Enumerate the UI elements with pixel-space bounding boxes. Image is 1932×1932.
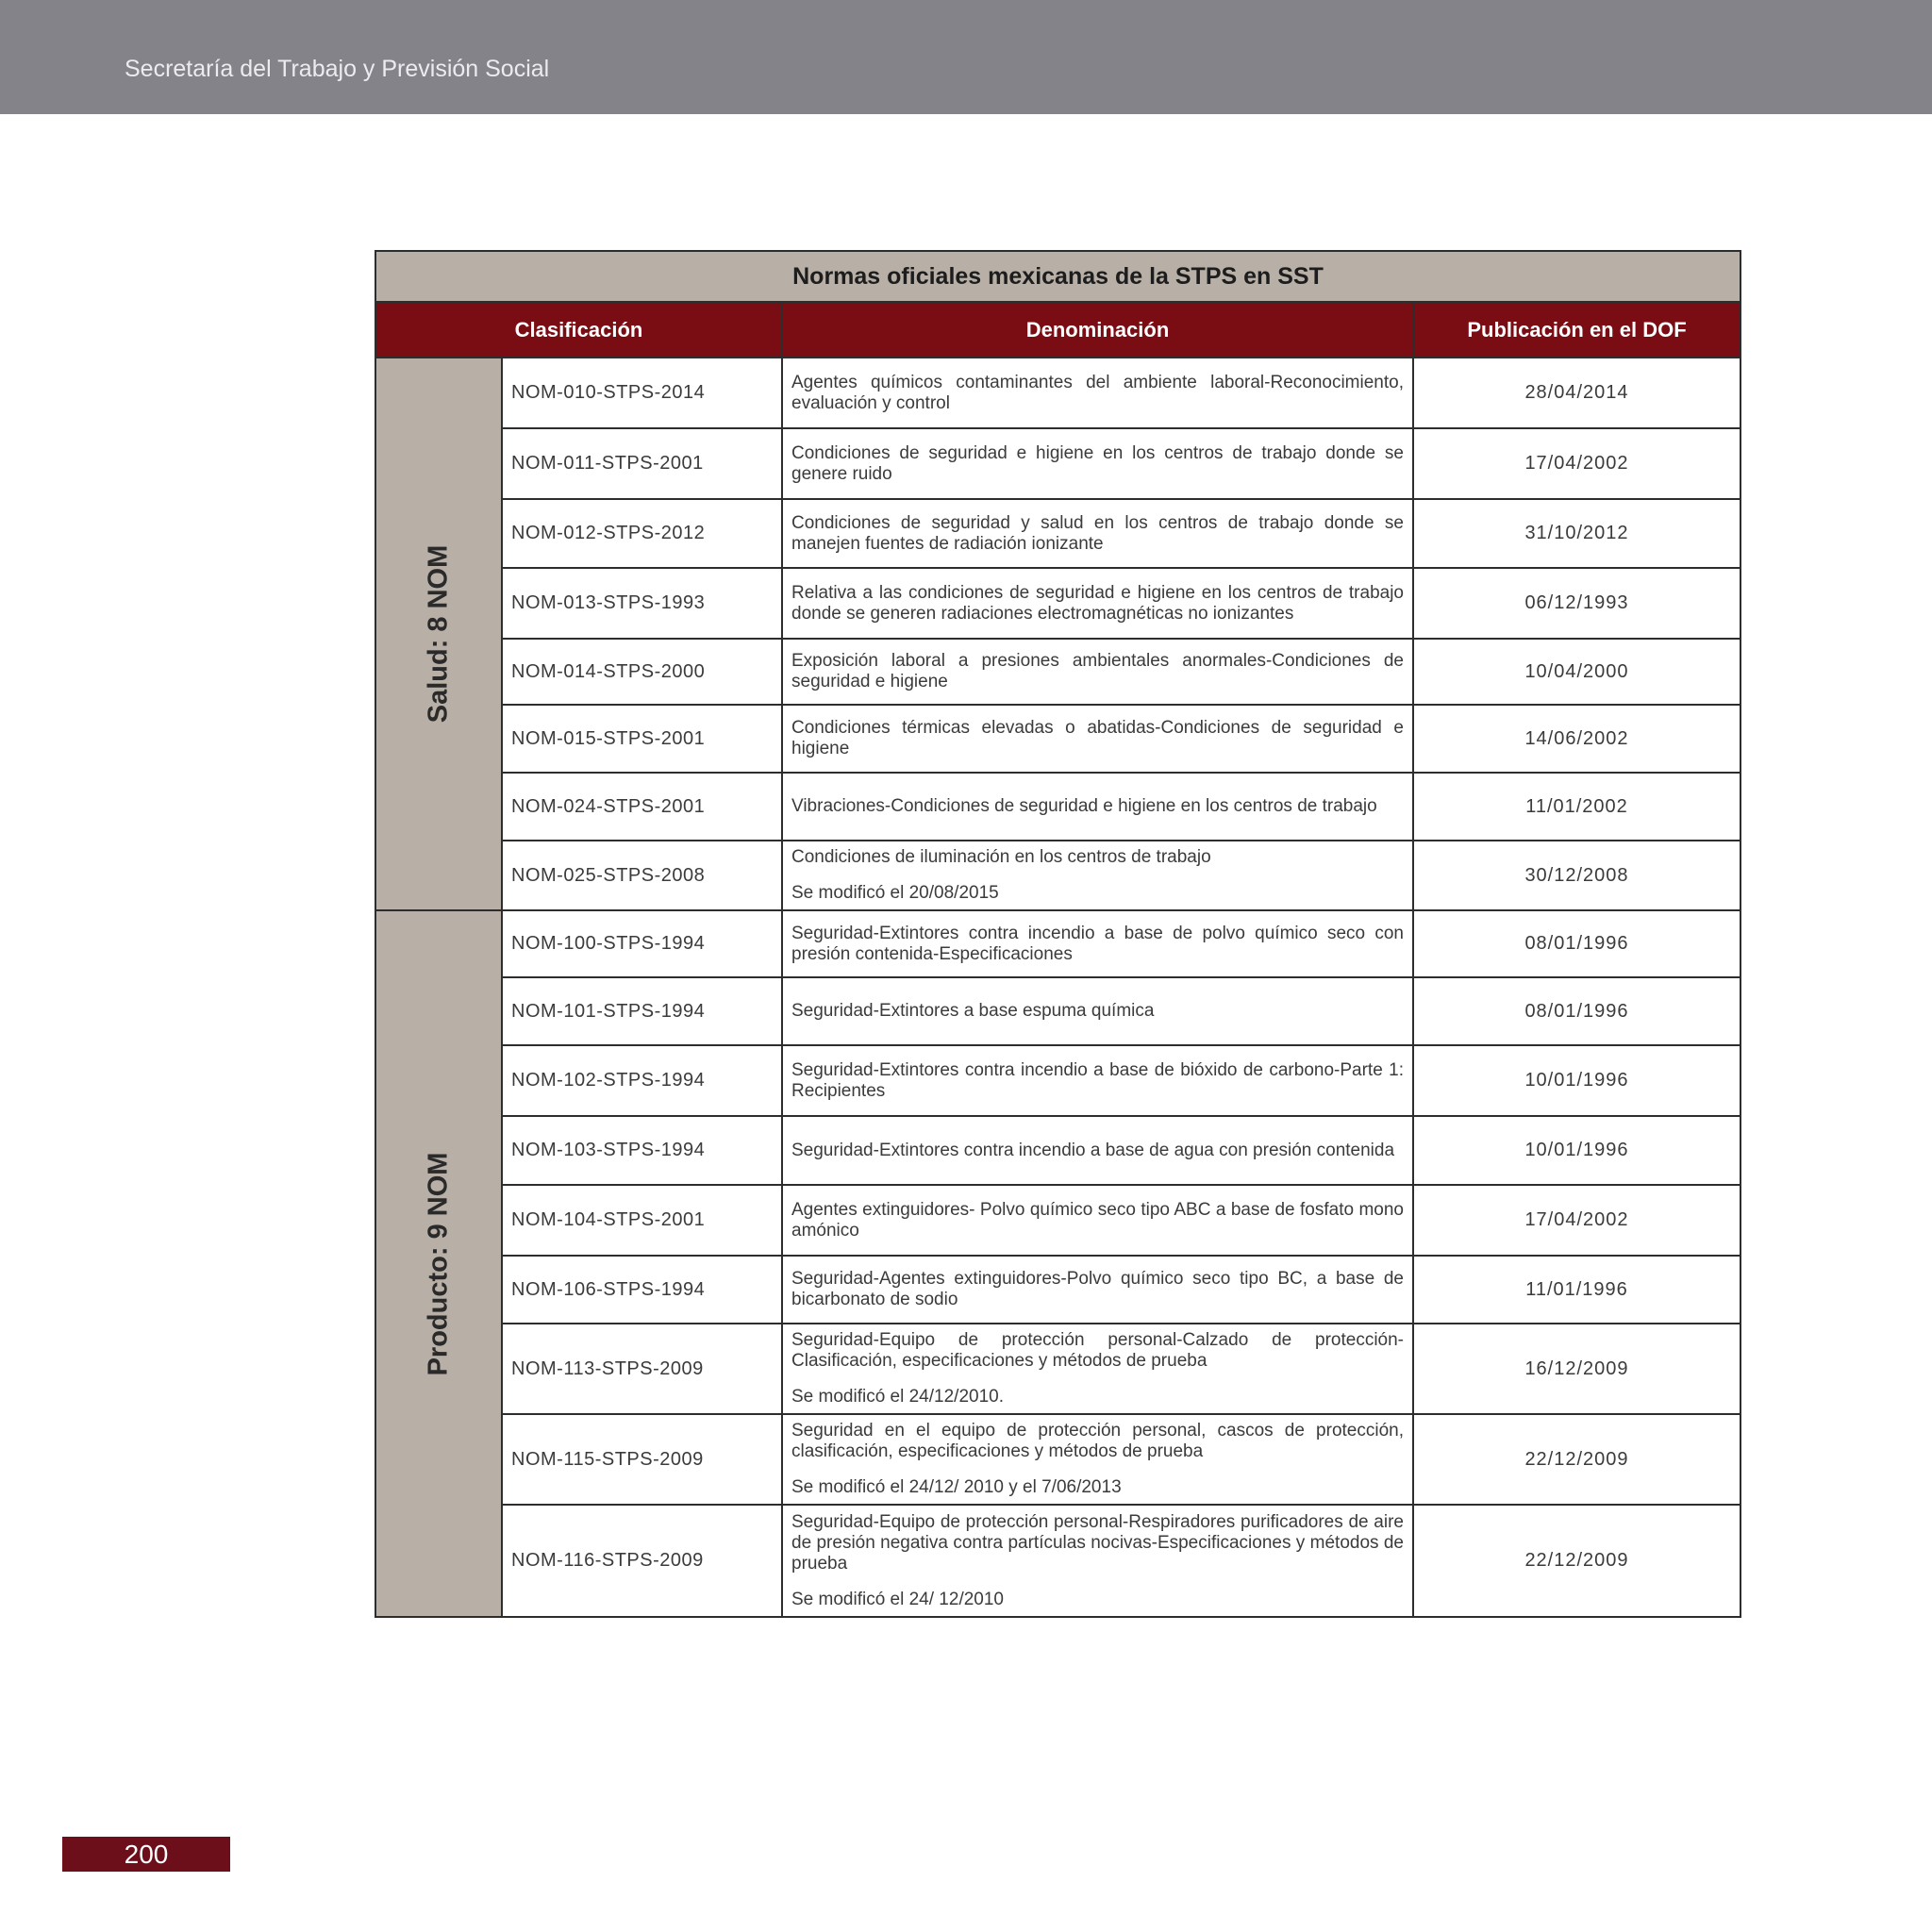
header-band	[0, 0, 1932, 114]
publication-date: 10/04/2000	[1413, 639, 1740, 705]
nom-code: NOM-106-STPS-1994	[502, 1256, 782, 1324]
denominacion-text: Agentes químicos contaminantes del ambiente laboral-Reconocimiento, evaluación y control	[791, 372, 1404, 413]
page-number: 200	[62, 1837, 230, 1872]
denominacion-cell	[782, 499, 1413, 568]
publication-date: 22/12/2009	[1413, 1414, 1740, 1505]
denominacion-text: Seguridad-Equipo de protección personal-Respiradores purificadores de aire de presión negativa contra partículas nocivas-Especificaciones y métodos de prueba	[791, 1511, 1404, 1574]
publication-date: 08/01/1996	[1413, 910, 1740, 977]
denominacion-cell	[782, 1116, 1413, 1185]
denominacion-cell	[782, 1324, 1413, 1414]
denominacion-cell	[782, 358, 1413, 428]
denominacion-cell	[782, 910, 1413, 977]
nom-code: NOM-013-STPS-1993	[502, 568, 782, 639]
nom-code: NOM-102-STPS-1994	[502, 1045, 782, 1116]
table-row	[375, 428, 1740, 499]
category-cell	[375, 910, 502, 1617]
nom-code: NOM-011-STPS-2001	[502, 428, 782, 499]
column-header-clasificacion: Clasificación	[375, 302, 782, 358]
modification-note: Se modificó el 20/08/2015	[791, 883, 999, 903]
table-row	[375, 1505, 1740, 1617]
denominacion-text: Condiciones de seguridad y salud en los centros de trabajo donde se manejen fuentes de radiación ionizante	[791, 512, 1404, 554]
nom-code: NOM-100-STPS-1994	[502, 910, 782, 977]
table-row	[375, 1256, 1740, 1324]
denominacion-text: Condiciones térmicas elevadas o abatidas-Condiciones de seguridad e higiene	[791, 718, 1404, 758]
table-row	[375, 1324, 1740, 1414]
denominacion-text: Agentes extinguidores- Polvo químico seco tipo ABC a base de fosfato mono amónico	[791, 1199, 1404, 1241]
nom-code: NOM-014-STPS-2000	[502, 639, 782, 705]
table-row	[375, 358, 1740, 428]
publication-date: 31/10/2012	[1413, 499, 1740, 568]
denominacion-text: Seguridad en el equipo de protección personal, cascos de protección, clasificación, especificaciones y métodos de prueba	[791, 1421, 1404, 1461]
publication-date: 17/04/2002	[1413, 428, 1740, 499]
denominacion-cell	[782, 773, 1413, 841]
table-row	[375, 1116, 1740, 1185]
column-header-publicacion: Publicación en el DOF	[1413, 302, 1740, 358]
denominacion-cell	[782, 977, 1413, 1045]
publication-date: 10/01/1996	[1413, 1045, 1740, 1116]
table-row	[375, 1045, 1740, 1116]
denominacion-cell	[782, 705, 1413, 773]
nom-code: NOM-010-STPS-2014	[502, 358, 782, 428]
publication-date: 17/04/2002	[1413, 1185, 1740, 1256]
category-label: Salud: 8 NOM	[423, 544, 454, 724]
denominacion-text: Seguridad-Extintores contra incendio a base de bióxido de carbono-Parte 1: Recipientes	[791, 1059, 1404, 1101]
denominacion-cell	[782, 1505, 1413, 1617]
denominacion-cell	[782, 1045, 1413, 1116]
publication-date: 14/06/2002	[1413, 705, 1740, 773]
table-row	[375, 977, 1740, 1045]
denominacion-cell	[782, 639, 1413, 705]
table-row	[375, 639, 1740, 705]
publication-date: 30/12/2008	[1413, 841, 1740, 910]
nom-code: NOM-015-STPS-2001	[502, 705, 782, 773]
publication-date: 28/04/2014	[1413, 358, 1740, 428]
publication-date: 16/12/2009	[1413, 1324, 1740, 1414]
table-row	[375, 705, 1740, 773]
modification-note: Se modificó el 24/ 12/2010	[791, 1589, 1004, 1609]
nom-code: NOM-116-STPS-2009	[502, 1505, 782, 1617]
denominacion-text: Condiciones de iluminación en los centros de trabajo	[791, 847, 1211, 867]
table-row	[375, 910, 1740, 977]
denominacion-cell	[782, 428, 1413, 499]
nom-code: NOM-104-STPS-2001	[502, 1185, 782, 1256]
nom-code: NOM-113-STPS-2009	[502, 1324, 782, 1414]
table-row	[375, 841, 1740, 910]
table-row	[375, 1185, 1740, 1256]
nom-code: NOM-025-STPS-2008	[502, 841, 782, 910]
denominacion-cell	[782, 841, 1413, 910]
publication-date: 08/01/1996	[1413, 977, 1740, 1045]
denominacion-cell	[782, 568, 1413, 639]
nom-table	[375, 250, 1741, 1618]
denominacion-text: Seguridad-Extintores a base espuma química	[791, 1001, 1155, 1021]
table-row	[375, 773, 1740, 841]
table-title: Normas oficiales mexicanas de la STPS en SST	[375, 251, 1740, 302]
column-header-denominacion: Denominación	[782, 302, 1413, 358]
publication-date: 06/12/1993	[1413, 568, 1740, 639]
modification-note: Se modificó el 24/12/2010.	[791, 1387, 1004, 1407]
table-body	[375, 358, 1740, 1617]
denominacion-cell	[782, 1414, 1413, 1505]
publication-date: 11/01/1996	[1413, 1256, 1740, 1324]
denominacion-text: Seguridad-Extintores contra incendio a base de agua con presión contenida	[791, 1140, 1395, 1160]
category-label: Producto: 9 NOM	[423, 1152, 454, 1375]
publication-date: 22/12/2009	[1413, 1505, 1740, 1617]
table-row	[375, 1414, 1740, 1505]
denominacion-cell	[782, 1185, 1413, 1256]
denominacion-text: Seguridad-Extintores contra incendio a base de polvo químico seco con presión contenida-Especificaciones	[791, 923, 1404, 964]
nom-code: NOM-024-STPS-2001	[502, 773, 782, 841]
nom-code: NOM-101-STPS-1994	[502, 977, 782, 1045]
denominacion-text: Exposición laboral a presiones ambientales anormales-Condiciones de seguridad e higiene	[791, 651, 1404, 691]
table-row	[375, 499, 1740, 568]
denominacion-text: Condiciones de seguridad e higiene en los centros de trabajo donde se genere ruido	[791, 442, 1404, 484]
category-cell	[375, 358, 502, 910]
denominacion-cell	[782, 1256, 1413, 1324]
publication-date: 11/01/2002	[1413, 773, 1740, 841]
denominacion-text: Relativa a las condiciones de seguridad e higiene en los centros de trabajo donde se generen radiaciones electromagnéticas no ionizantes	[791, 582, 1404, 624]
header-title: Secretaría del Trabajo y Previsión Social	[125, 56, 550, 82]
nom-code: NOM-103-STPS-1994	[502, 1116, 782, 1185]
modification-note: Se modificó el 24/12/ 2010 y el 7/06/2013	[791, 1477, 1122, 1497]
denominacion-text: Seguridad-Equipo de protección personal-Calzado de protección-Clasificación, especificaciones y métodos de prueba	[791, 1330, 1404, 1371]
nom-code: NOM-012-STPS-2012	[502, 499, 782, 568]
nom-code: NOM-115-STPS-2009	[502, 1414, 782, 1505]
publication-date: 10/01/1996	[1413, 1116, 1740, 1185]
table-row	[375, 568, 1740, 639]
denominacion-text: Seguridad-Agentes extinguidores-Polvo químico seco tipo BC, a base de bicarbonato de sodio	[791, 1269, 1404, 1309]
denominacion-text: Vibraciones-Condiciones de seguridad e higiene en los centros de trabajo	[791, 796, 1377, 816]
